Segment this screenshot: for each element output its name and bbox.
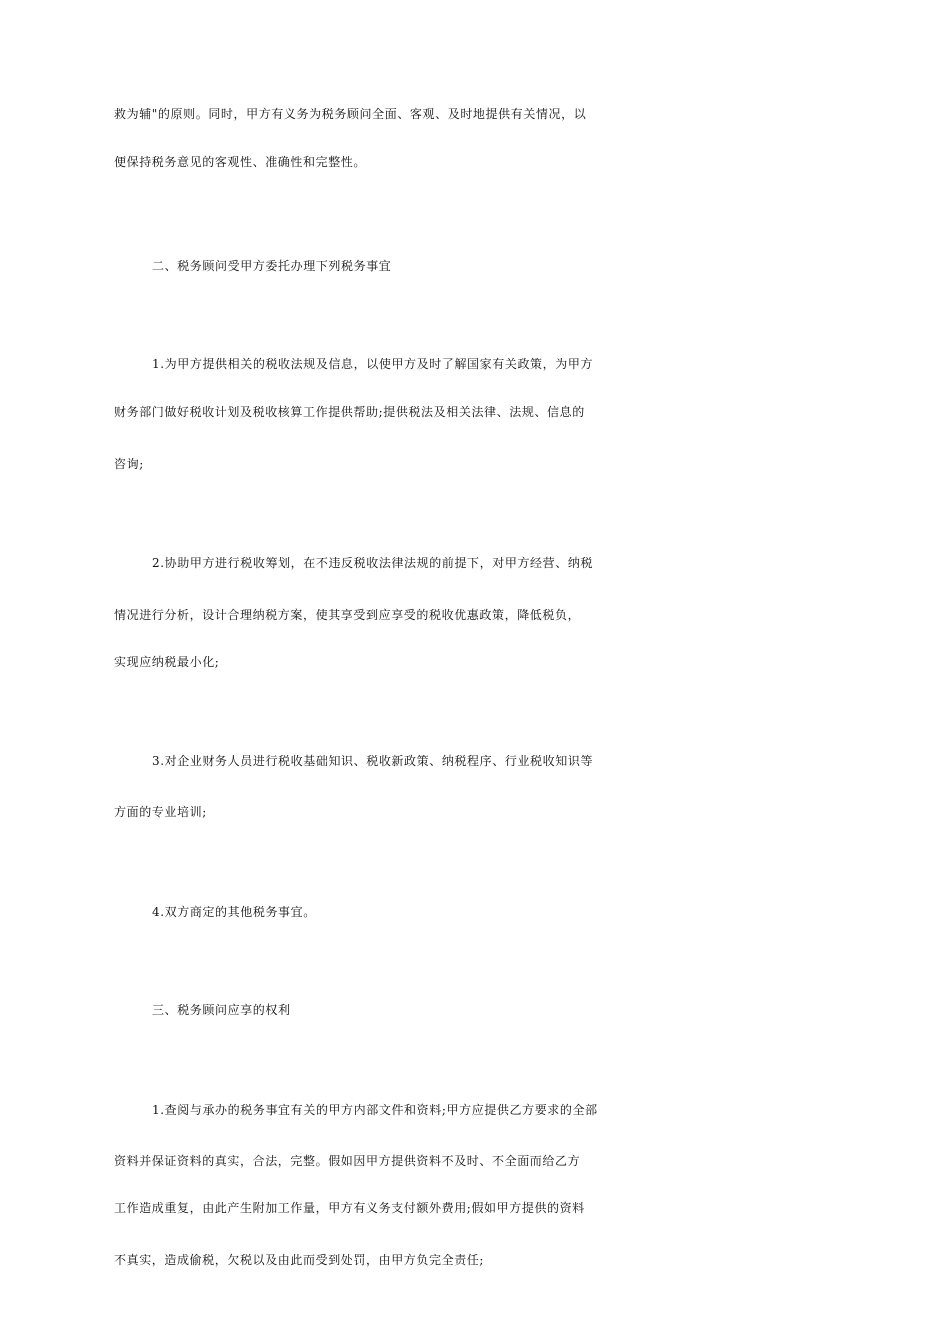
item-2-2-line-2: 情况进行分析，设计合理纳税方案，使其享受到应享受的税收优惠政策，降低税负， (114, 608, 581, 622)
item-3-1-line-1: 1.查阅与承办的税务事宜有关的甲方内部文件和资料;甲方应提供乙方要求的全部 (152, 1103, 598, 1117)
item-2-3-line-2: 方面的专业培训; (114, 805, 207, 819)
intro-line-1: 救为辅"的原则。同时，甲方有义务为税务顾问全面、客观、及时地提供有关情况，以 (114, 107, 587, 121)
item-3-1-line-2: 资料并保证资料的真实，合法，完整。假如因甲方提供资料不及时、不全面而给乙方 (114, 1154, 581, 1168)
item-2-1-line-2: 财务部门做好税收计划及税收核算工作提供帮助;提供税法及相关法律、法规、信息的 (114, 405, 585, 419)
item-2-2-line-3: 实现应纳税最小化; (114, 655, 220, 669)
section-3-heading: 三、税务顾问应享的权利 (152, 1003, 291, 1017)
intro-line-2: 便保持税务意见的客观性、准确性和完整性。 (114, 155, 367, 169)
item-2-1-line-3: 咨询; (114, 457, 144, 471)
item-2-1-line-1: 1.为甲方提供相关的税收法规及信息，以使甲方及时了解国家有关政策，为甲方 (152, 357, 594, 371)
item-2-2-line-1: 2.协助甲方进行税收筹划，在不违反税收法律法规的前提下，对甲方经营、纳税 (152, 556, 594, 570)
item-2-4-line-1: 4.双方商定的其他税务事宜。 (152, 905, 316, 919)
item-2-3-line-1: 3.对企业财务人员进行税收基础知识、税收新政策、纳税程序、行业税收知识等 (152, 754, 594, 768)
section-2-heading: 二、税务顾问受甲方委托办理下列税务事宜 (152, 259, 392, 273)
item-3-1-line-4: 不真实，造成偷税，欠税以及由此而受到处罚，由甲方负完全责任; (114, 1253, 485, 1267)
item-3-1-line-3: 工作造成重复，由此产生附加工作量，甲方有义务支付额外费用;假如甲方提供的资料 (114, 1201, 585, 1215)
